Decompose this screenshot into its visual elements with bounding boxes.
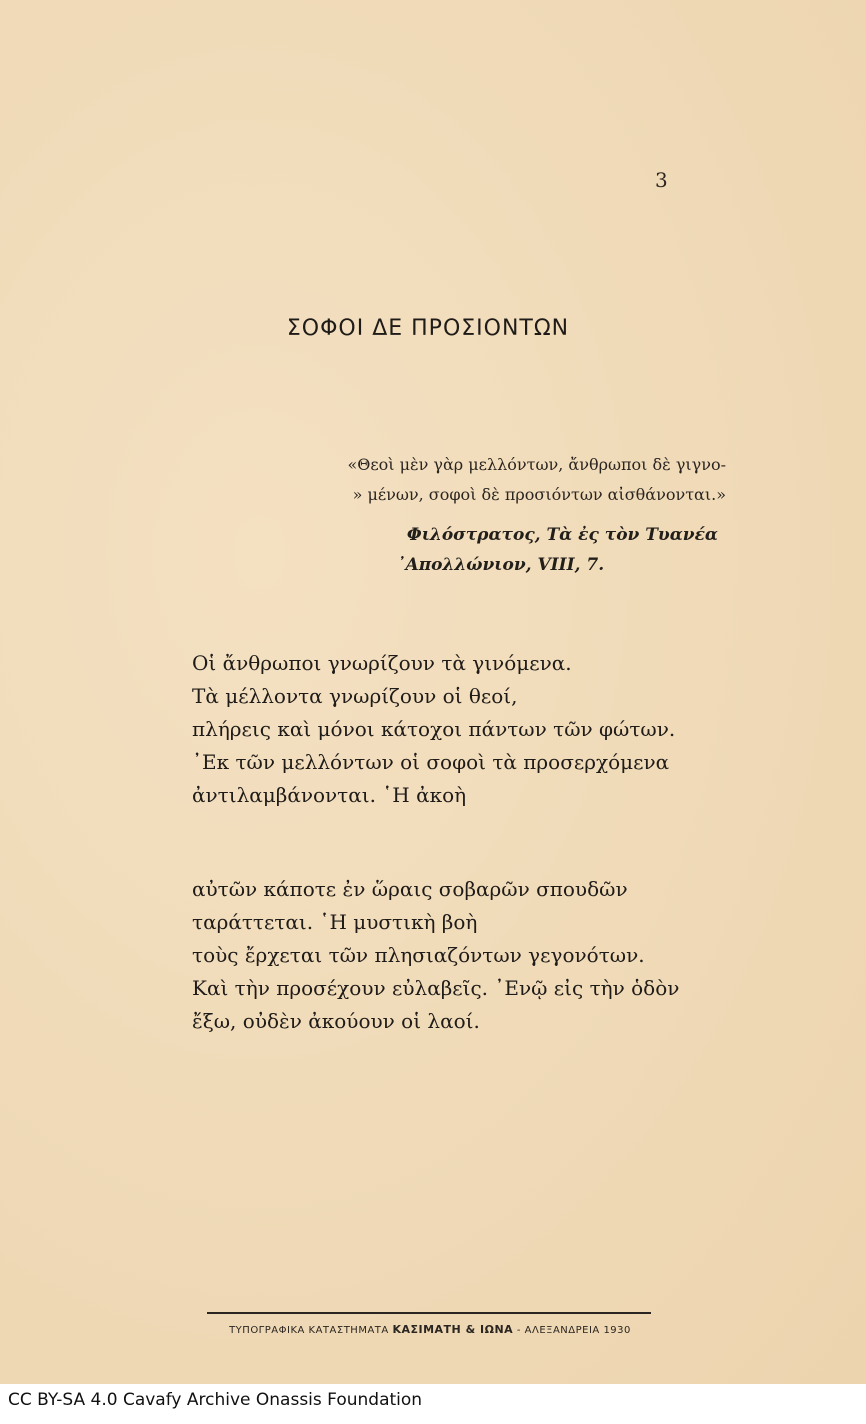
attribution-line: Φιλόστρατος, Τὰ ἐς τὸν Τυανέα <box>406 525 718 545</box>
poem-line: αὐτῶν κάποτε ἐν ὥραις σοβαρῶν σπουδῶν <box>192 877 628 901</box>
footer-rule <box>207 1312 651 1314</box>
page-number: 3 <box>655 168 668 192</box>
poem-stanza-1 <box>192 647 732 812</box>
poem-line: ἔξω, οὐδὲν ἀκούουν οἱ λαοί. <box>192 1009 480 1033</box>
poem-line: ἀντιλαμβάνονται. ῾Η ἀκοὴ <box>192 783 467 807</box>
poem-line: πλήρεις καὶ μόνοι κάτοχοι πάντων τῶν φώτων. <box>192 717 676 741</box>
poem-stanza-2 <box>192 873 732 1038</box>
license-caption: CC BY-SA 4.0 Cavafy Archive Onassis Foundation <box>8 1390 423 1410</box>
poem-line: Οἱ ἄνθρωποι γνωρίζουν τὰ γινόμενα. <box>192 651 572 675</box>
attribution-line: ᾿Απολλώνιον, VIII, 7. <box>397 555 605 575</box>
printer-imprint <box>0 1323 860 1336</box>
epigraph <box>270 450 726 510</box>
epigraph-line: » μένων, σοφοὶ δὲ προσιόντων αἰσθάνονται.» <box>352 485 726 504</box>
epigraph-attribution <box>300 520 718 580</box>
printer-prefix: ΤΥΠΟΓΡΑΦΙΚΑ ΚΑΤΑΣΤΗΜΑΤΑ <box>229 1325 389 1336</box>
poem-title: ΣΟΦΟΙ ΔΕ ΠΡΟΣΙΟΝΤΩΝ <box>286 316 570 341</box>
epigraph-line: «Θεοὶ μὲν γὰρ μελλόντων, ἄνθρωποι δὲ γιγνο- <box>347 455 726 474</box>
printer-name: ΚΑΣΙΜΑΤΗ & ΙΩΝΑ <box>392 1323 514 1336</box>
printer-suffix: - ΑΛΕΞΑΝΔΡΕΙΑ 1930 <box>516 1325 631 1336</box>
poem-line: Καὶ τὴν προσέχουν εὐλαβεῖς. ᾿Ενῷ εἰς τὴν ὁδὸν <box>192 976 680 1000</box>
poem-line: ταράττεται. ῾Η μυστικὴ βοὴ <box>192 910 478 934</box>
poem-line: τοὺς ἔρχεται τῶν πλησιαζόντων γεγονότων. <box>192 943 645 967</box>
poem-line: ᾿Εκ τῶν μελλόντων οἱ σοφοὶ τὰ προσερχόμενα <box>192 750 670 774</box>
poem-line: Τὰ μέλλοντα γνωρίζουν οἱ θεοί, <box>192 684 518 708</box>
